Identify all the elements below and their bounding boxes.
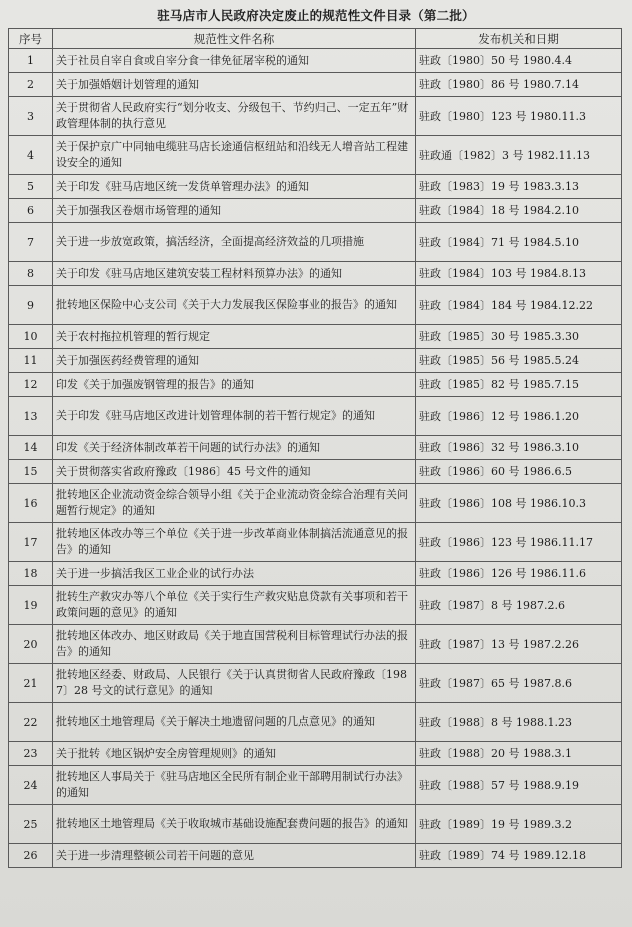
issuer-and-date: 驻政〔1988〕57 号 1988.9.19: [416, 766, 622, 805]
document-name: 关于批转《地区锅炉安全房管理规则》的通知: [53, 742, 416, 766]
document-name: 关于印发《驻马店地区改进计划管理体制的若干暂行规定》的通知: [53, 397, 416, 436]
document-name: 关于进一步搞活我区工业企业的试行办法: [53, 562, 416, 586]
document-name: 批转地区人事局关于《驻马店地区全民所有制企业干部聘用制试行办法》的通知: [53, 766, 416, 805]
issuer-and-date: 驻政〔1986〕123 号 1986.11.17: [416, 523, 622, 562]
issuer-and-date: 驻政〔1983〕19 号 1983.3.13: [416, 175, 622, 199]
row-number: 18: [9, 562, 53, 586]
issuer-and-date: 驻政〔1986〕32 号 1986.3.10: [416, 436, 622, 460]
table-row: [9, 397, 622, 436]
issuer-and-date: 驻政〔1985〕56 号 1985.5.24: [416, 349, 622, 373]
row-number: 20: [9, 625, 53, 664]
document-name: 印发《关于加强废钢管理的报告》的通知: [53, 373, 416, 397]
issuer-and-date: 驻政〔1987〕65 号 1987.8.6: [416, 664, 622, 703]
row-number: 7: [9, 223, 53, 262]
row-number: 2: [9, 73, 53, 97]
issuer-and-date: 驻政〔1986〕108 号 1986.10.3: [416, 484, 622, 523]
issuer-and-date: 驻政〔1980〕123 号 1980.11.3: [416, 97, 622, 136]
table-row: [9, 136, 622, 175]
issuer-and-date: 驻政〔1984〕71 号 1984.5.10: [416, 223, 622, 262]
row-number: 26: [9, 844, 53, 868]
table-row: [9, 625, 622, 664]
row-number: 13: [9, 397, 53, 436]
row-number: 24: [9, 766, 53, 805]
table-row: [9, 562, 622, 586]
table-row: [9, 484, 622, 523]
row-number: 16: [9, 484, 53, 523]
table-header-row: [9, 29, 622, 49]
row-number: 11: [9, 349, 53, 373]
row-number: 5: [9, 175, 53, 199]
row-number: 21: [9, 664, 53, 703]
header-name: 规范性文件名称: [53, 29, 416, 49]
row-number: 22: [9, 703, 53, 742]
row-number: 8: [9, 262, 53, 286]
issuer-and-date: 驻政〔1985〕82 号 1985.7.15: [416, 373, 622, 397]
row-number: 17: [9, 523, 53, 562]
table-row: [9, 436, 622, 460]
issuer-and-date: 驻政〔1980〕50 号 1980.4.4: [416, 49, 622, 73]
row-number: 3: [9, 97, 53, 136]
issuer-and-date: 驻政〔1986〕126 号 1986.11.6: [416, 562, 622, 586]
row-number: 19: [9, 586, 53, 625]
document-title: 驻马店市人民政府决定废止的规范性文件目录（第二批）: [157, 8, 475, 23]
document-name: 关于社员自宰自食或自宰分食一律免征屠宰税的通知: [53, 49, 416, 73]
table-row: [9, 664, 622, 703]
issuer-and-date: 驻政〔1989〕19 号 1989.3.2: [416, 805, 622, 844]
header-num: 序号: [9, 29, 53, 49]
table-row: [9, 586, 622, 625]
document-name: 关于农村拖拉机管理的暂行规定: [53, 325, 416, 349]
table-row: [9, 97, 622, 136]
document-name: 批转地区土地管理局《关于收取城市基础设施配套费问题的报告》的通知: [53, 805, 416, 844]
document-table: [8, 28, 622, 868]
document-name: 关于保护京广中同轴电缆驻马店长途通信枢纽站和沿线无人增音站工程建设安全的通知: [53, 136, 416, 175]
row-number: 12: [9, 373, 53, 397]
table-row: [9, 175, 622, 199]
document-name: 批转地区经委、财政局、人民银行《关于认真贯彻省人民政府豫政〔1987〕28 号文的试行意见》的通知: [53, 664, 416, 703]
issuer-and-date: 驻政〔1988〕20 号 1988.3.1: [416, 742, 622, 766]
row-number: 6: [9, 199, 53, 223]
issuer-and-date: 驻政〔1984〕18 号 1984.2.10: [416, 199, 622, 223]
row-number: 23: [9, 742, 53, 766]
table-row: [9, 766, 622, 805]
document-name: 关于印发《驻马店地区统一发货单管理办法》的通知: [53, 175, 416, 199]
document-name: 批转地区体改办、地区财政局《关于地直国营税利目标管理试行办法的报告》的通知: [53, 625, 416, 664]
table-row: [9, 844, 622, 868]
issuer-and-date: 驻政〔1989〕74 号 1989.12.18: [416, 844, 622, 868]
row-number: 15: [9, 460, 53, 484]
issuer-and-date: 驻政〔1988〕8 号 1988.1.23: [416, 703, 622, 742]
issuer-and-date: 驻政通〔1982〕3 号 1982.11.13: [416, 136, 622, 175]
table-row: [9, 325, 622, 349]
row-number: 14: [9, 436, 53, 460]
issuer-and-date: 驻政〔1986〕12 号 1986.1.20: [416, 397, 622, 436]
document-name: 批转地区保险中心支公司《关于大力发展我区保险事业的报告》的通知: [53, 286, 416, 325]
table-row: [9, 523, 622, 562]
issuer-and-date: 驻政〔1984〕184 号 1984.12.22: [416, 286, 622, 325]
row-number: 1: [9, 49, 53, 73]
table-row: [9, 223, 622, 262]
table-row: [9, 742, 622, 766]
issuer-and-date: 驻政〔1986〕60 号 1986.6.5: [416, 460, 622, 484]
table-row: [9, 460, 622, 484]
document-name: 批转地区土地管理局《关于解决土地遗留问题的几点意见》的通知: [53, 703, 416, 742]
issuer-and-date: 驻政〔1984〕103 号 1984.8.13: [416, 262, 622, 286]
issuer-and-date: 驻政〔1987〕13 号 1987.2.26: [416, 625, 622, 664]
document-name: 关于加强婚姻计划管理的通知: [53, 73, 416, 97]
table-body: [9, 49, 622, 868]
row-number: 10: [9, 325, 53, 349]
document-name: 关于加强医药经费管理的通知: [53, 349, 416, 373]
issuer-and-date: 驻政〔1985〕30 号 1985.3.30: [416, 325, 622, 349]
table-row: [9, 262, 622, 286]
document-name: 印发《关于经济体制改革若干问题的试行办法》的通知: [53, 436, 416, 460]
document-name: 批转生产救灾办等八个单位《关于实行生产救灾贴息贷款有关事项和若干政策问题的意见》的通知: [53, 586, 416, 625]
document-name: 关于进一步放宽政策，搞活经济，全面提高经济效益的几项措施: [53, 223, 416, 262]
row-number: 9: [9, 286, 53, 325]
document-name: 批转地区企业流动资金综合领导小组《关于企业流动资金综合治理有关问题暂行规定》的通知: [53, 484, 416, 523]
document-name: 关于加强我区卷烟市场管理的通知: [53, 199, 416, 223]
header-issuer: 发布机关和日期: [416, 29, 622, 49]
document-name: 批转地区体改办等三个单位《关于进一步改革商业体制搞活流通意见的报告》的通知: [53, 523, 416, 562]
issuer-and-date: 驻政〔1987〕8 号 1987.2.6: [416, 586, 622, 625]
document-name: 关于印发《驻马店地区建筑安装工程材料预算办法》的通知: [53, 262, 416, 286]
table-row: [9, 73, 622, 97]
issuer-and-date: 驻政〔1980〕86 号 1980.7.14: [416, 73, 622, 97]
document-name: 关于贯彻落实省政府豫政〔1986〕45 号文件的通知: [53, 460, 416, 484]
table-row: [9, 286, 622, 325]
table-row: [9, 703, 622, 742]
table-row: [9, 49, 622, 73]
document-name: 关于贯彻省人民政府实行“划分收支、分级包干、节约归己、一定五年”财政管理体制的执行意见: [53, 97, 416, 136]
table-row: [9, 349, 622, 373]
table-row: [9, 199, 622, 223]
table-row: [9, 805, 622, 844]
row-number: 25: [9, 805, 53, 844]
document-name: 关于进一步清理整顿公司若干问题的意见: [53, 844, 416, 868]
row-number: 4: [9, 136, 53, 175]
table-row: [9, 373, 622, 397]
